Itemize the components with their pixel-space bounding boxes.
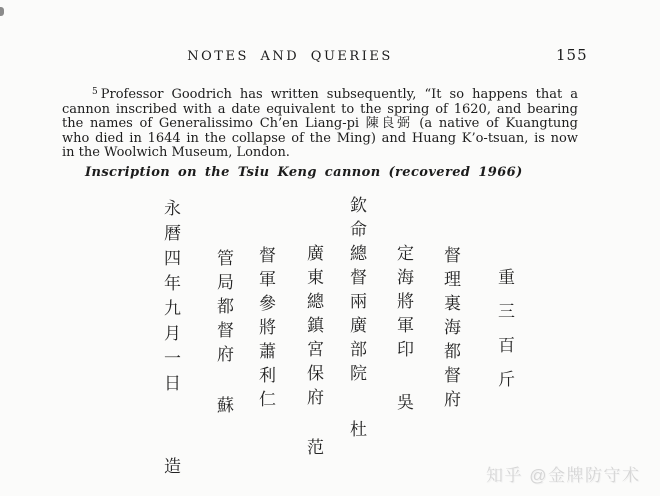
inscription-column-text: 督軍參將蕭利仁 [255, 246, 275, 414]
footnote-line: in the Woolwich Museum, London. [62, 145, 290, 161]
inscription-column-text: 重三百斤 [494, 268, 514, 404]
scan-artifact [0, 7, 4, 16]
running-head-title: NOTES AND QUERIES [187, 49, 393, 64]
footnote-line [62, 85, 578, 103]
inscription-column-text: 永曆四年九月一日 [160, 199, 180, 399]
zhihu-watermark: 知乎 @金牌防守术 [486, 466, 641, 485]
footnote-marker: 5 [92, 87, 98, 97]
inscription-signature: 蘇 [213, 396, 233, 420]
inscription-column-text: 管局都督府 [213, 249, 233, 369]
inscription-column-weight [492, 268, 517, 404]
inscription-column-duli [438, 246, 463, 414]
inscription-column-text: 督理裏海都督府 [440, 246, 460, 414]
footnote-paragraph [62, 85, 578, 161]
inscription-column-guanju [211, 249, 236, 420]
inscription-column-guangdong [301, 244, 326, 462]
footnote-line: cannon inscribed with a date equivalent to the spring of 1620, and bearing [62, 101, 578, 117]
inscription-column-date [158, 199, 183, 482]
inscription-column-qinming [344, 196, 369, 444]
inscription-signature: 吳 [393, 393, 413, 417]
page-number: 155 [556, 46, 588, 64]
inscription-caption: Inscription on the Tsiu Keng cannon (recovered 1966) [85, 165, 523, 180]
inscription-column-text: 廣東總鎮宮保府 [303, 244, 323, 412]
inscription-column-text: 欽命總督兩廣部院 [346, 196, 366, 388]
inscription-signature: 造 [160, 457, 180, 482]
inscription-column-dujun [253, 246, 278, 414]
footnote-line: who died in 1644 in the collapse of the Ming) and Huang K’o-tsuan, is now [62, 130, 578, 146]
footnote-line: the names of Generalissimo Ch’en Liang-pi 陳良弼 (a native of Kuangtung [62, 116, 578, 132]
inscription-signature: 杜 [346, 420, 366, 444]
inscription-signature: 范 [303, 438, 323, 462]
footnote-line-text: Professor Goodrich has written subsequently, “It so happens that a [100, 87, 578, 102]
inscription-column-dinghai [391, 244, 416, 417]
inscription-column-text: 定海將軍印 [393, 244, 413, 364]
